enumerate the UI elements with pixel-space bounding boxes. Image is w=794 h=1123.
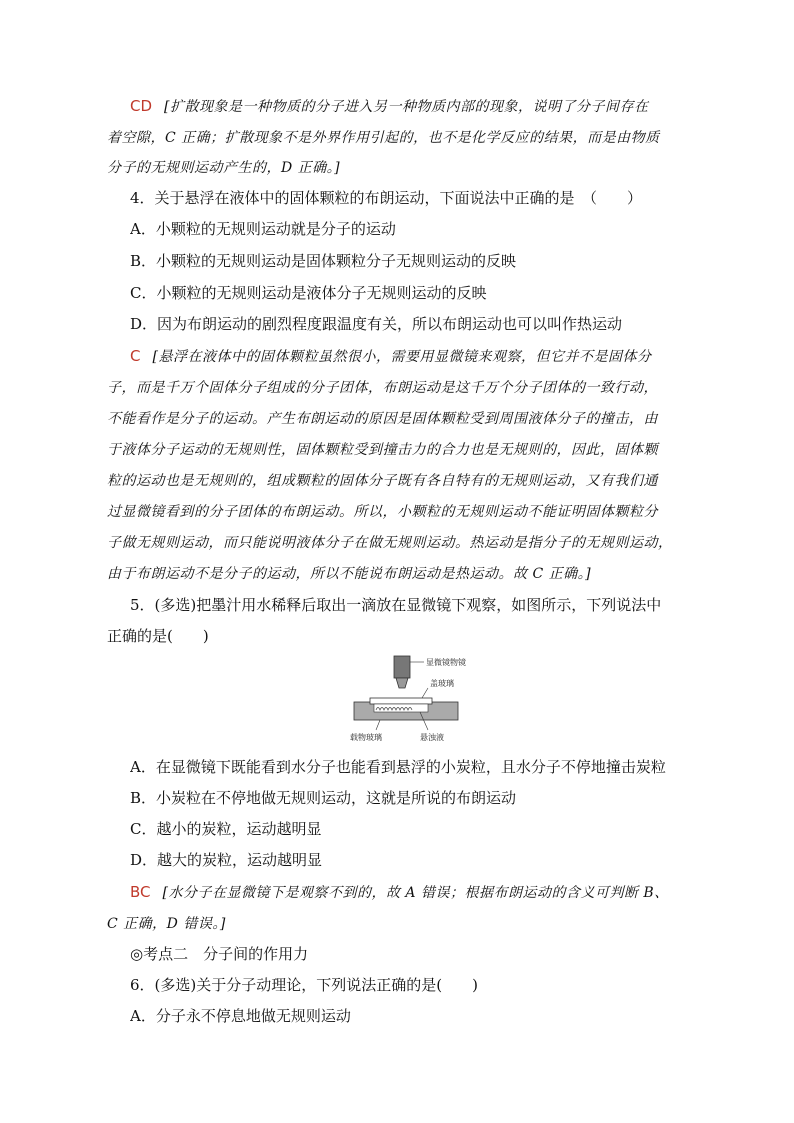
question-4-option-a: A．小颗粒的无规则运动就是分子的运动 <box>130 220 396 238</box>
answer-line <box>130 346 710 367</box>
question-4-option-b: B．小颗粒的无规则运动是固体颗粒分子无规则运动的反映 <box>130 252 517 270</box>
question-5-option-c: C．越小的炭粒，运动越明显 <box>130 820 322 838</box>
explanation-text: 子，而是千万个固体分子组成的分子团体，布朗运动是这千万个分子团体的一致行动， <box>107 380 658 396</box>
question-4-option-d: D．因为布朗运动的剧烈程度跟温度有关，所以布朗运动也可以叫作热运动 <box>130 315 623 333</box>
explanation-line <box>107 532 687 553</box>
explanation-text: C 正确，D 错误。] <box>107 916 226 932</box>
question-5-option-b: B．小炭粒在不停地做无规则运动，这就是所说的布朗运动 <box>130 789 517 807</box>
explanation-text: [悬浮在液体中的固体颗粒虽然很小，需要用显微镜来观察，但它并不是固体分 <box>152 349 652 365</box>
explanation-line <box>107 563 687 584</box>
explanation-text: 着空隙，C 正确；扩散现象不是外界作用引起的，也不是化学反应的结果，而是由物质 <box>107 130 660 146</box>
explanation-line <box>107 157 687 178</box>
leader-line <box>422 688 428 698</box>
answer-label: BC <box>130 883 151 901</box>
explanation-line <box>107 127 687 148</box>
question-4-stem: 4．关于悬浮在液体中的固体颗粒的布朗运动，下面说法中正确的是 （ ） <box>130 189 643 207</box>
explanation-text: 粒的运动也是无规则的，组成颗粒的固体分子既有各自特有的无规则运动，又有我们通 <box>107 473 658 489</box>
explanation-text: 子做无规则运动，而只能说明液体分子在做无规则运动。热运动是指分子的无规则运动， <box>107 535 673 551</box>
question-6-option-a: A．分子永不停息地做无规则运动 <box>130 1007 351 1025</box>
explanation-line <box>107 408 687 429</box>
microscope-figure <box>350 654 470 742</box>
label-suspension: 悬浊液 <box>420 733 444 742</box>
label-objective: 显微镜物镜 <box>426 658 466 667</box>
label-slide: 载物玻璃 <box>350 733 382 742</box>
objective-tip-icon <box>396 678 408 688</box>
explanation-text: 由于布朗运动不是分子的运动，所以不能说布朗运动是热运动。故 C 正确。] <box>107 566 592 582</box>
objective-lens-icon <box>394 656 410 678</box>
microscope-diagram <box>350 654 470 742</box>
question-5-option-d: D．越大的炭粒，运动越明显 <box>130 851 323 869</box>
leader-line <box>376 720 380 730</box>
question-4-option-c: C．小颗粒的无规则运动是液体分子无规则运动的反映 <box>130 284 487 302</box>
label-cover: 盖玻璃 <box>430 679 454 688</box>
explanation-line <box>107 439 687 460</box>
explanation-text: [扩散现象是一种物质的分子进入另一种物质内部的现象，说明了分子间存在 <box>164 99 649 115</box>
answer-label: CD <box>130 97 153 115</box>
explanation-text: [水分子在显微镜下是观察不到的，故 A 错误；根据布朗运动的含义可判断 B、 <box>162 885 669 901</box>
explanation-line <box>107 501 687 522</box>
question-6-stem: 6．(多选)关于分子动理论，下列说法正确的是( ) <box>130 976 478 994</box>
question-5-stem: 5．(多选)把墨汁用水稀释后取出一滴放在显微镜下观察，如图所示，下列说法中 <box>130 596 662 614</box>
question-5-stem-cont: 正确的是( ) <box>107 627 209 645</box>
explanation-text: 于液体分子运动的无规则性，固体颗粒受到撞击力的合力也是无规则的，因此，固体颗 <box>107 442 658 458</box>
cover-glass-icon <box>370 698 432 704</box>
explanation-line <box>107 913 687 934</box>
answer-label: C <box>130 347 141 365</box>
explanation-text: 过显微镜看到的分子团体的布朗运动。所以，小颗粒的无规则运动不能证明固体颗粒分 <box>107 504 658 520</box>
explanation-line <box>107 470 687 491</box>
explanation-text: 不能看作是分子的运动。产生布朗运动的原因是固体颗粒受到周围液体分子的撞击，由 <box>107 411 658 427</box>
answer-line <box>130 96 710 117</box>
answer-line <box>130 882 710 903</box>
explanation-text: 分子的无规则运动产生的，D 正确。] <box>107 160 341 176</box>
section-heading: ◎考点二 分子间的作用力 <box>130 945 309 963</box>
explanation-line <box>107 377 687 398</box>
question-5-option-a: A．在显微镜下既能看到水分子也能看到悬浮的小炭粒，且水分子不停地撞击炭粒 <box>130 758 666 776</box>
